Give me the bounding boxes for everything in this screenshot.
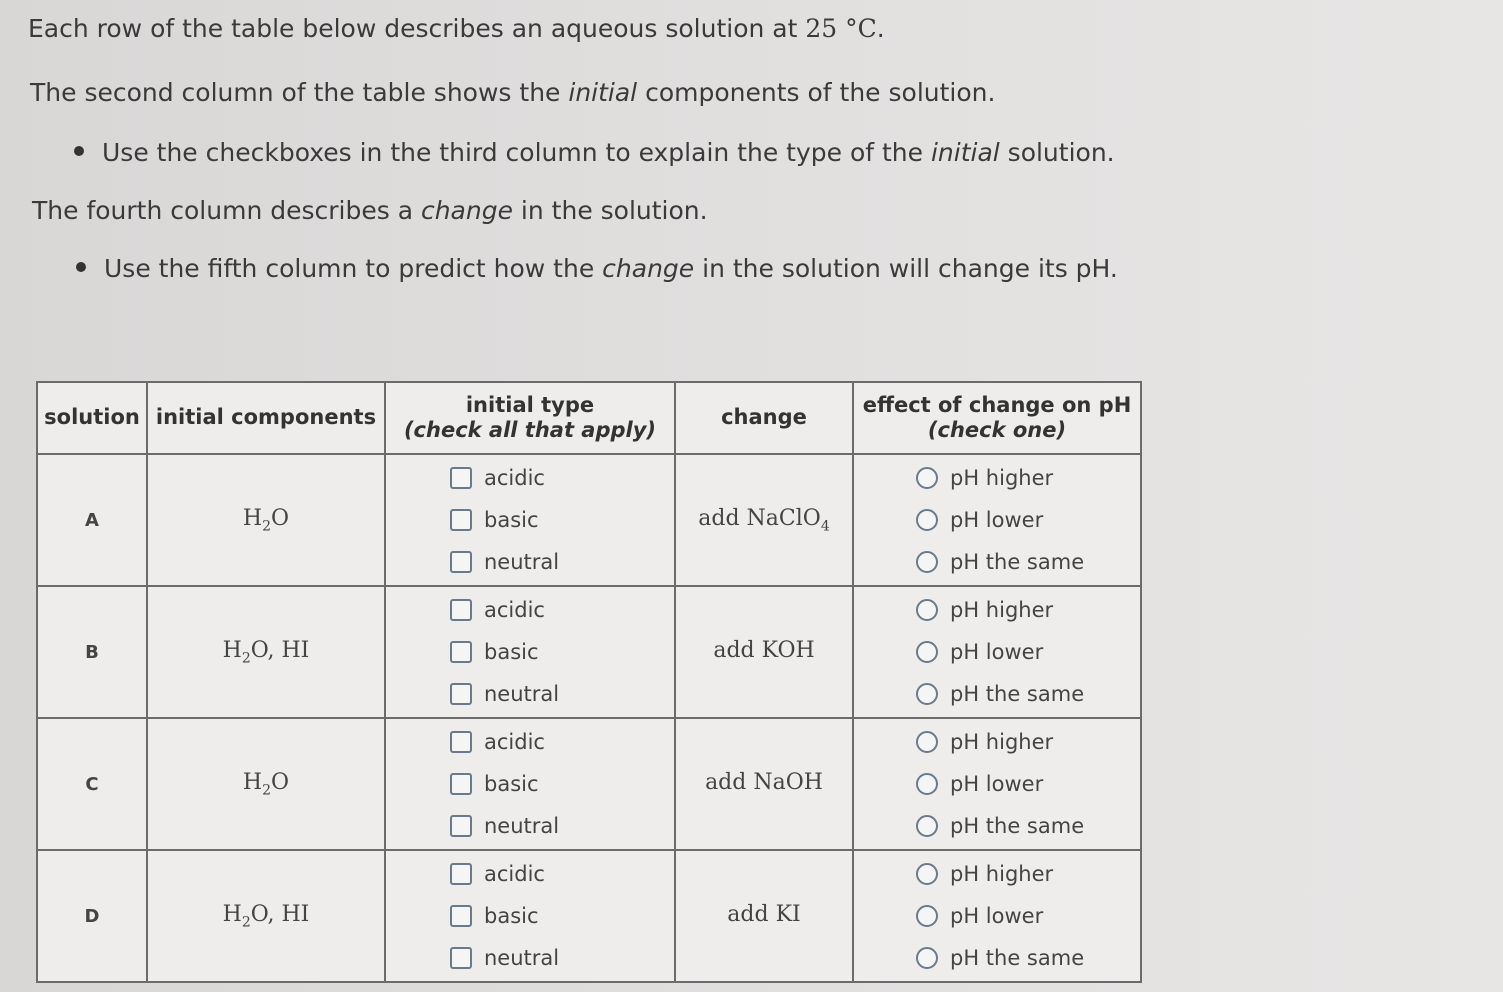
header-solution: solution xyxy=(37,382,147,454)
radio-icon[interactable] xyxy=(916,683,938,705)
radio-icon[interactable] xyxy=(916,947,938,969)
temperature: 25 °C xyxy=(805,14,877,43)
radio-icon[interactable] xyxy=(916,731,938,753)
effect-options xyxy=(853,718,1141,850)
solutions-table xyxy=(36,381,1142,983)
radio-icon[interactable] xyxy=(916,863,938,885)
checkbox-acidic[interactable]: acidic xyxy=(450,598,545,622)
table-row xyxy=(37,586,1141,718)
intro-line-2: The second column of the table shows the initial components of the solution. xyxy=(30,78,996,107)
radio-ph-same[interactable]: pH the same xyxy=(916,946,1084,970)
intro-line-3: The fourth column describes a change in the solution. xyxy=(32,196,708,225)
checkbox-neutral[interactable]: neutral xyxy=(450,946,559,970)
radio-ph-same[interactable]: pH the same xyxy=(916,682,1084,706)
row-letter: B xyxy=(37,586,147,718)
checkbox-icon[interactable] xyxy=(450,467,472,489)
bullet-1: Use the checkboxes in the third column to explain the type of the initial solution. xyxy=(74,138,1115,168)
checkbox-neutral[interactable]: neutral xyxy=(450,550,559,574)
initial-components: $H_2O$ xyxy=(147,718,385,850)
radio-icon[interactable] xyxy=(916,815,938,837)
effect-options xyxy=(853,850,1141,982)
radio-ph-higher[interactable]: pH higher xyxy=(916,730,1053,754)
type-options xyxy=(385,454,675,586)
checkbox-basic[interactable]: basic xyxy=(450,904,539,928)
radio-ph-same[interactable]: pH the same xyxy=(916,814,1084,838)
checkbox-icon[interactable] xyxy=(450,683,472,705)
radio-ph-same[interactable]: pH the same xyxy=(916,550,1084,574)
bullet-2: Use the fifth column to predict how the change in the solution will change its pH. xyxy=(76,254,1118,284)
checkbox-icon[interactable] xyxy=(450,947,472,969)
checkbox-icon[interactable] xyxy=(450,731,472,753)
row-letter: D xyxy=(37,850,147,982)
row-letter: A xyxy=(37,454,147,586)
checkbox-icon[interactable] xyxy=(450,551,472,573)
type-options xyxy=(385,718,675,850)
header-type: initial type (check all that apply) xyxy=(385,382,675,454)
radio-ph-higher[interactable]: pH higher xyxy=(916,598,1053,622)
bullet-icon xyxy=(76,262,86,272)
header-row xyxy=(37,382,1141,454)
radio-ph-lower[interactable]: pH lower xyxy=(916,904,1043,928)
radio-icon[interactable] xyxy=(916,641,938,663)
radio-icon[interactable] xyxy=(916,905,938,927)
checkbox-neutral[interactable]: neutral xyxy=(450,814,559,838)
intro-line-1: Each row of the table below describes an aqueous solution at 25 °C. xyxy=(28,14,885,43)
radio-icon[interactable] xyxy=(916,599,938,621)
checkbox-basic[interactable]: basic xyxy=(450,508,539,532)
table-row xyxy=(37,850,1141,982)
checkbox-icon[interactable] xyxy=(450,641,472,663)
change-cell: add NaOH xyxy=(675,718,853,850)
checkbox-basic[interactable]: basic xyxy=(450,640,539,664)
radio-icon[interactable] xyxy=(916,509,938,531)
table-row xyxy=(37,454,1141,586)
table-row xyxy=(37,718,1141,850)
bullet-icon xyxy=(74,146,84,156)
checkbox-icon[interactable] xyxy=(450,509,472,531)
initial-components: $H_2O$, HI xyxy=(147,850,385,982)
radio-icon[interactable] xyxy=(916,467,938,489)
checkbox-basic[interactable]: basic xyxy=(450,772,539,796)
header-components: initial components xyxy=(147,382,385,454)
type-options xyxy=(385,850,675,982)
checkbox-icon[interactable] xyxy=(450,905,472,927)
initial-components: $H_2O$, HI xyxy=(147,586,385,718)
checkbox-icon[interactable] xyxy=(450,815,472,837)
radio-ph-lower[interactable]: pH lower xyxy=(916,640,1043,664)
change-cell: add NaClO$_4$ xyxy=(675,454,853,586)
change-cell: add KI xyxy=(675,850,853,982)
header-effect: effect of change on pH (check one) xyxy=(853,382,1141,454)
checkbox-neutral[interactable]: neutral xyxy=(450,682,559,706)
effect-options xyxy=(853,454,1141,586)
checkbox-acidic[interactable]: acidic xyxy=(450,862,545,886)
radio-ph-higher[interactable]: pH higher xyxy=(916,862,1053,886)
radio-ph-lower[interactable]: pH lower xyxy=(916,772,1043,796)
checkbox-acidic[interactable]: acidic xyxy=(450,730,545,754)
checkbox-icon[interactable] xyxy=(450,863,472,885)
type-options xyxy=(385,586,675,718)
radio-ph-lower[interactable]: pH lower xyxy=(916,508,1043,532)
effect-options xyxy=(853,586,1141,718)
row-letter: C xyxy=(37,718,147,850)
checkbox-acidic[interactable]: acidic xyxy=(450,466,545,490)
radio-icon[interactable] xyxy=(916,773,938,795)
initial-components: $H_2O$ xyxy=(147,454,385,586)
radio-ph-higher[interactable]: pH higher xyxy=(916,466,1053,490)
radio-icon[interactable] xyxy=(916,551,938,573)
header-change: change xyxy=(675,382,853,454)
change-cell: add KOH xyxy=(675,586,853,718)
checkbox-icon[interactable] xyxy=(450,599,472,621)
checkbox-icon[interactable] xyxy=(450,773,472,795)
